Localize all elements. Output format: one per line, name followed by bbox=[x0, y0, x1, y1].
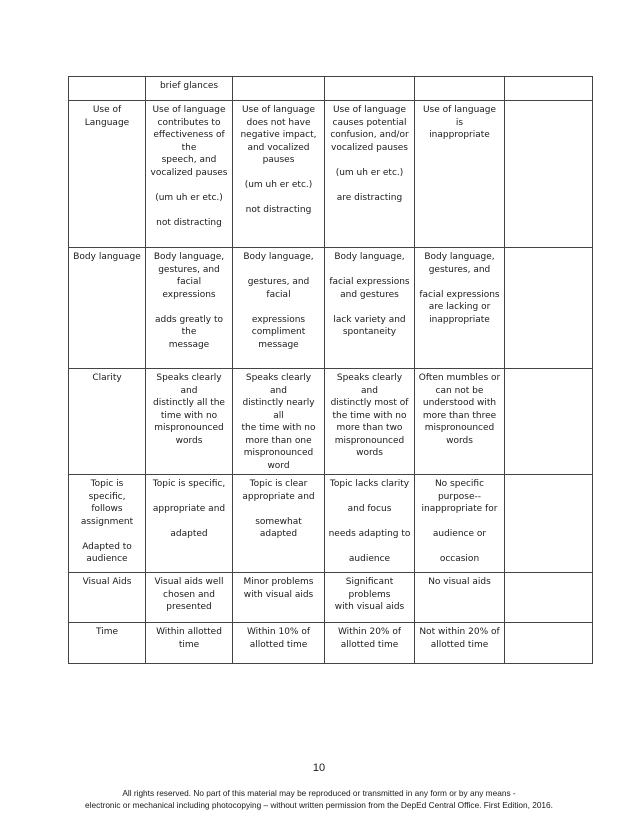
rubric-cell bbox=[505, 623, 593, 664]
cell-line: Use of language is bbox=[422, 105, 497, 128]
cell-line bbox=[328, 491, 411, 504]
cell-line: speech, and bbox=[161, 155, 217, 165]
criterion-cell bbox=[69, 248, 146, 369]
cell-line: needs adapting to bbox=[328, 529, 411, 539]
rubric-row bbox=[69, 101, 593, 248]
cell-line bbox=[508, 576, 589, 589]
rubric-cell bbox=[415, 573, 505, 623]
rubric-cell bbox=[325, 475, 415, 573]
rubric-cell bbox=[325, 77, 415, 101]
cell-line bbox=[328, 154, 411, 167]
rubric-cell bbox=[325, 248, 415, 369]
rubric-cell bbox=[505, 77, 593, 101]
rubric-cell bbox=[325, 573, 415, 623]
cell-line: Topic is specific, bbox=[88, 479, 126, 502]
copyright-notice bbox=[0, 787, 638, 811]
cell-line: mispronounced bbox=[243, 448, 314, 458]
cell-line bbox=[72, 528, 142, 541]
cell-line: causes potential bbox=[332, 117, 407, 128]
cell-line: pauses bbox=[262, 155, 295, 165]
cell-line: mispronounced bbox=[154, 423, 224, 433]
cell-line bbox=[328, 179, 411, 192]
cell-line: Minor problems bbox=[243, 577, 314, 587]
cell-line bbox=[236, 264, 321, 277]
rubric-cell bbox=[233, 77, 325, 101]
cell-line: audience bbox=[348, 554, 391, 564]
cell-line: Body language, bbox=[243, 252, 314, 262]
cell-line: allotted time bbox=[430, 639, 489, 650]
rubric-cell bbox=[146, 77, 233, 101]
cell-line bbox=[149, 516, 229, 529]
cell-line: not distracting bbox=[245, 205, 312, 215]
cell-line: purpose-- bbox=[437, 491, 482, 502]
cell-line bbox=[236, 301, 321, 314]
cell-line bbox=[508, 251, 589, 264]
cell-line bbox=[328, 80, 411, 93]
cell-line: Within 20% of bbox=[337, 627, 402, 637]
cell-line: Use of language bbox=[241, 105, 316, 115]
cell-line bbox=[328, 264, 411, 277]
cell-line: audience or bbox=[432, 529, 487, 539]
cell-line bbox=[236, 167, 321, 180]
cell-line bbox=[418, 541, 501, 554]
cell-line: Topic lacks clarity bbox=[329, 479, 410, 489]
cell-line: Use of language bbox=[332, 105, 407, 115]
rubric-body bbox=[69, 77, 593, 664]
cell-line: mispronounced bbox=[424, 423, 495, 433]
cell-line bbox=[508, 80, 589, 93]
cell-line: Significant problems bbox=[345, 577, 394, 600]
cell-line: adds greatly to the bbox=[154, 314, 223, 337]
cell-line: Topic is clear bbox=[249, 479, 308, 489]
rubric-cell bbox=[233, 248, 325, 369]
cell-line bbox=[418, 276, 501, 289]
cell-line: Use of language bbox=[152, 105, 226, 115]
cell-line: lack variety and bbox=[333, 314, 406, 325]
criterion-cell bbox=[69, 475, 146, 573]
cell-line: expressions bbox=[162, 289, 216, 300]
cell-line: words bbox=[356, 448, 383, 458]
rubric-row bbox=[69, 248, 593, 369]
cell-line: expressions bbox=[251, 314, 306, 325]
rubric-row bbox=[69, 475, 593, 573]
cell-line: assignment bbox=[80, 516, 134, 527]
cell-line bbox=[149, 179, 229, 192]
cell-line: allotted time bbox=[249, 639, 308, 650]
cell-line: effectiveness of the bbox=[153, 130, 225, 153]
cell-line bbox=[72, 80, 142, 93]
cell-line: Body language, bbox=[334, 252, 405, 262]
cell-line: facial expressions bbox=[329, 277, 410, 287]
cell-line: follows bbox=[91, 504, 123, 514]
cell-line: Body language, bbox=[153, 252, 225, 262]
cell-line: vocalized pauses bbox=[150, 167, 228, 178]
cell-line: Use of Language bbox=[84, 105, 130, 128]
rubric-cell bbox=[146, 369, 233, 475]
criterion-cell bbox=[69, 573, 146, 623]
cell-line: appropriate and bbox=[152, 504, 226, 514]
cell-line: more than three bbox=[422, 410, 497, 421]
cell-line: and focus bbox=[347, 504, 392, 514]
rubric-cell bbox=[325, 369, 415, 475]
rubric-cell bbox=[233, 623, 325, 664]
cell-line bbox=[418, 516, 501, 529]
cell-line: inappropriate bbox=[429, 130, 490, 140]
cell-line: not distracting bbox=[156, 217, 222, 228]
cell-line: adapted bbox=[170, 529, 208, 539]
cell-line: Within allotted time bbox=[156, 627, 222, 650]
cell-line bbox=[418, 80, 501, 93]
copyright-line-1: All rights reserved. No part of this material may be reproduced or transmitted in any form or by any means - bbox=[122, 788, 516, 798]
cell-line: (um uh er etc.) bbox=[335, 167, 404, 178]
cell-line: with visual aids bbox=[334, 602, 405, 612]
cell-line: Body language, bbox=[424, 252, 495, 262]
cell-line: and gestures bbox=[340, 289, 399, 300]
cell-line bbox=[508, 478, 589, 491]
cell-line: Adapted to bbox=[82, 541, 132, 552]
cell-line: audience bbox=[86, 554, 128, 564]
cell-line: Visual Aids bbox=[82, 577, 132, 587]
cell-line bbox=[149, 204, 229, 217]
cell-line: Not within 20% of bbox=[419, 627, 500, 637]
cell-line: Topic is specific, bbox=[152, 479, 226, 489]
cell-line bbox=[508, 626, 589, 639]
rubric-cell bbox=[233, 573, 325, 623]
cell-line: the time with no bbox=[241, 423, 316, 433]
cell-line: Clarity bbox=[92, 373, 122, 383]
cell-line: message bbox=[258, 339, 299, 350]
cell-line: inappropriate for bbox=[421, 504, 498, 514]
cell-line: distinctly most of bbox=[330, 398, 409, 408]
rubric-cell bbox=[233, 101, 325, 248]
cell-line: are lacking or bbox=[428, 302, 491, 312]
copyright-line-2: electronic or mechanical including photocopying – without written permission from the DepEd Central Office. First Edition, 2016. bbox=[85, 800, 553, 810]
rubric-cell bbox=[146, 101, 233, 248]
cell-line: with visual aids bbox=[243, 589, 314, 600]
rubric-cell bbox=[415, 623, 505, 664]
criterion-cell bbox=[69, 623, 146, 664]
rubric-cell bbox=[505, 573, 593, 623]
cell-line: chosen and bbox=[163, 589, 215, 600]
cell-line: distinctly nearly all bbox=[242, 398, 315, 421]
cell-line: negative impact, bbox=[240, 130, 317, 140]
cell-line: Speaks clearly and bbox=[245, 373, 312, 396]
rubric-row bbox=[69, 77, 593, 101]
criterion-cell bbox=[69, 369, 146, 475]
cell-line bbox=[236, 503, 321, 516]
cell-line: Within 10% of bbox=[246, 627, 311, 637]
cell-line bbox=[328, 516, 411, 529]
cell-line: does not have bbox=[246, 117, 311, 128]
cell-line: (um uh er etc.) bbox=[155, 192, 223, 203]
cell-line: Often mumbles or bbox=[418, 373, 501, 383]
cell-line bbox=[508, 372, 589, 385]
cell-line: distinctly all the bbox=[153, 398, 225, 408]
rubric-row bbox=[69, 623, 593, 664]
cell-line: Body language bbox=[73, 252, 141, 262]
cell-line: can not be bbox=[435, 385, 484, 396]
cell-line: more than one bbox=[245, 435, 312, 446]
rubric-cell bbox=[146, 573, 233, 623]
rubric-row bbox=[69, 369, 593, 475]
cell-line: confusion, and/or bbox=[330, 130, 409, 140]
cell-line: gestures, and bbox=[428, 264, 491, 275]
cell-line: allotted time bbox=[340, 639, 399, 650]
criterion-cell bbox=[69, 77, 146, 101]
rubric-cell bbox=[325, 101, 415, 248]
rubric-cell bbox=[415, 475, 505, 573]
cell-line: mispronounced bbox=[334, 435, 405, 446]
cell-line bbox=[236, 80, 321, 93]
cell-line: more than two bbox=[336, 423, 403, 433]
rubric-table bbox=[68, 76, 593, 664]
cell-line: facial expressions bbox=[419, 289, 500, 300]
cell-line: and vocalized bbox=[247, 142, 310, 153]
cell-line: message bbox=[168, 339, 210, 350]
rubric-cell bbox=[325, 623, 415, 664]
cell-line: word bbox=[267, 460, 290, 471]
rubric-cell bbox=[505, 101, 593, 248]
rubric-cell bbox=[505, 248, 593, 369]
cell-line: words bbox=[446, 435, 473, 446]
cell-line: the time with no bbox=[332, 410, 407, 421]
cell-line bbox=[328, 301, 411, 314]
cell-line: time with no bbox=[160, 410, 218, 421]
cell-line bbox=[149, 301, 229, 314]
cell-line: No specific bbox=[434, 479, 485, 489]
rubric-cell bbox=[415, 248, 505, 369]
cell-line: understood with bbox=[422, 398, 497, 408]
rubric-cell bbox=[415, 369, 505, 475]
cell-line: occasion bbox=[439, 554, 480, 564]
cell-line: are distracting bbox=[336, 192, 403, 203]
cell-line bbox=[236, 192, 321, 205]
cell-line: Visual aids well bbox=[154, 577, 224, 587]
rubric-row bbox=[69, 573, 593, 623]
cell-line bbox=[508, 104, 589, 117]
rubric-cell bbox=[505, 369, 593, 475]
page-number: 10 bbox=[312, 762, 326, 774]
rubric-cell bbox=[233, 475, 325, 573]
rubric-cell bbox=[146, 475, 233, 573]
cell-line: spontaneity bbox=[342, 327, 397, 337]
cell-line: presented bbox=[166, 602, 212, 612]
cell-line: No visual aids bbox=[428, 577, 491, 587]
cell-line: Speaks clearly and bbox=[156, 373, 222, 396]
cell-line: Speaks clearly and bbox=[336, 373, 403, 396]
rubric-cell bbox=[146, 248, 233, 369]
cell-line: words bbox=[175, 435, 203, 446]
cell-line: appropriate and bbox=[242, 491, 315, 502]
rubric-cell bbox=[415, 101, 505, 248]
cell-line: somewhat adapted bbox=[255, 516, 302, 539]
cell-line: brief glances bbox=[159, 81, 219, 91]
rubric-cell bbox=[415, 77, 505, 101]
rubric-cell bbox=[505, 475, 593, 573]
cell-line: inappropriate bbox=[429, 314, 490, 325]
cell-line: gestures, and facial bbox=[158, 264, 220, 287]
cell-line: gestures, and facial bbox=[247, 277, 310, 300]
cell-line: contributes to bbox=[157, 117, 221, 128]
cell-line: vocalized pauses bbox=[331, 142, 408, 153]
cell-line: Time bbox=[95, 627, 119, 637]
rubric-cell bbox=[146, 623, 233, 664]
cell-line: compliment bbox=[251, 327, 306, 337]
rubric-cell bbox=[233, 369, 325, 475]
criterion-cell bbox=[69, 101, 146, 248]
cell-line: (um uh er etc.) bbox=[244, 180, 313, 190]
cell-line bbox=[328, 541, 411, 554]
cell-line bbox=[149, 491, 229, 504]
